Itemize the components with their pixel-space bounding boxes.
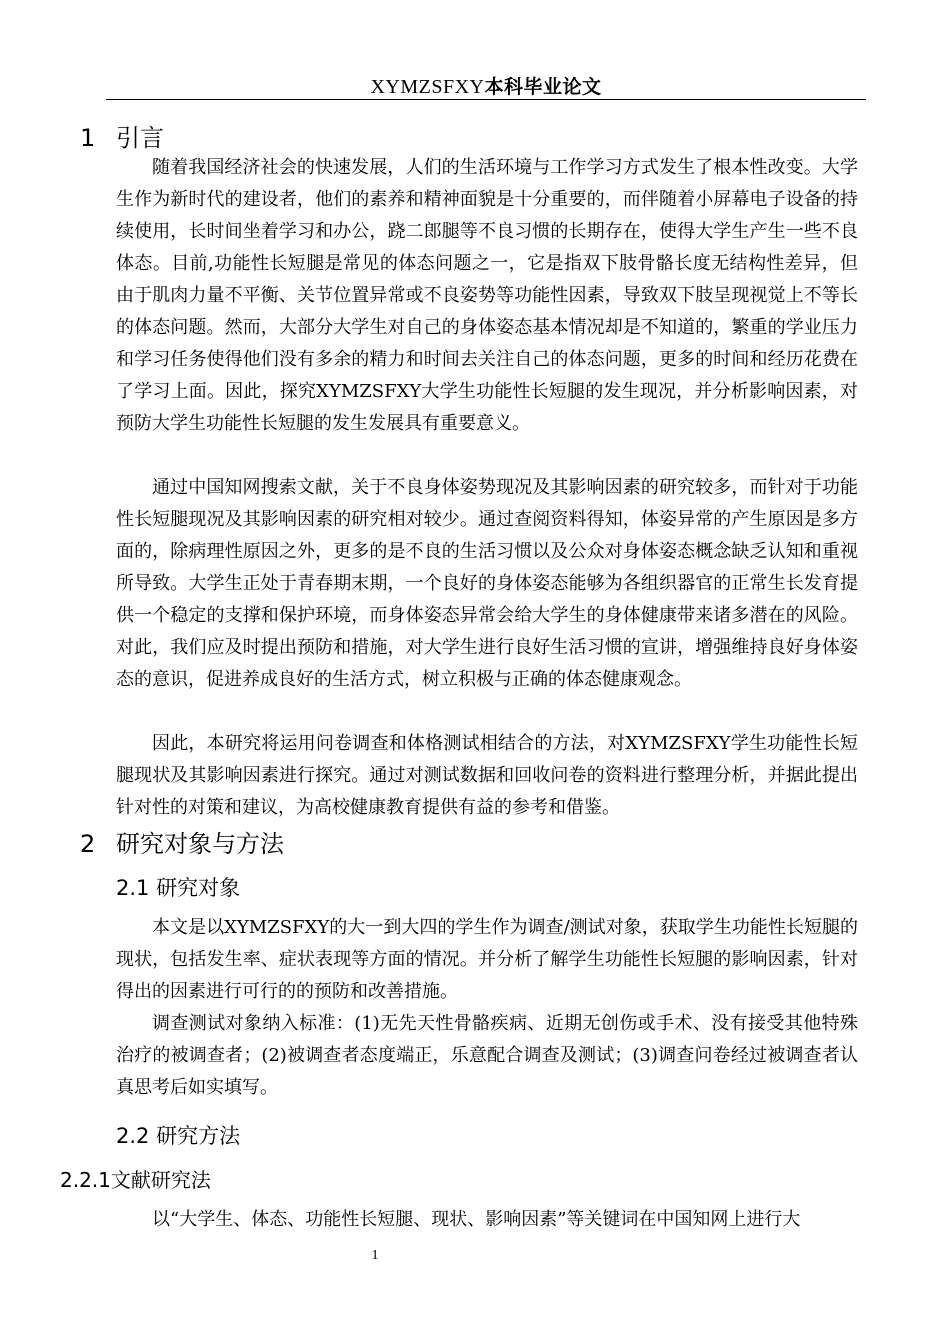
paragraph: 因此，本研究将运用问卷调查和体格测试相结合的方法，对XYMZSFXY学生功能性长短腿现状及其影响因素进行探究。通过对测试数据和回收问卷的资料进行整理分析，并据此提出针对性的对策和建议，为高校健康教育提供有益的参考和借鉴。 [116,733,858,818]
paragraph: 调查测试对象纳入标准：(1)无先天性骨骼疾病、近期无创伤或手术、没有接受其他特殊治疗的被调查者；(2)被调查者态度端正，乐意配合调查及测试；(3)调查问卷经过被调查者认真思考后如实填写。 [116,1013,858,1098]
paragraph: 以“大学生、体态、功能性长短腿、现状、影响因素”等关键词在中国知网上进行大 [152,1209,801,1230]
section-heading-1 [80,118,164,153]
section-heading-2 [80,824,284,859]
header-title: 本科毕业论文 [484,76,602,98]
page-number: 1 [371,1248,379,1263]
section-title: 引言 [116,124,164,152]
header-prefix: XYMZSFXY [370,76,485,98]
subsection-heading-2-1: 2.1 研究对象 [116,876,241,900]
subsubsection-heading-2-2-1: 2.2.1文献研究法 [60,1168,211,1192]
paragraph: 随着我国经济社会的快速发展，人们的生活环境与工作学习方式发生了根本性改变。大学生作为新时代的建设者，他们的素养和精神面貌是十分重要的，而伴随着小屏幕电子设备的持续使用，长时间坐着学习和办公，跷二郎腿等不良习惯的长期存在，使得大学生产生一些不良体态。目前,功能性长短腿是常见的体态问题之一，它是指双下肢骨骼长度无结构性差异，但由于肌肉力量不平衡、关节位置异常或不良姿势等功能性因素，导致双下肢呈现视觉上不等长的体态问题。然而，大部分大学生对自己的身体姿态基本情况却是不知道的，繁重的学业压力和学习任务使得他们没有多余的精力和时间去关注自己的体态问题，更多的时间和经历花费在了学习上面。因此，探究XYMZSFXY大学生功能性长短腿的发生现况，并分析影响因素，对预防大学生功能性长短腿的发生发展具有重要意义。 [116,157,858,434]
section-number: 1 [80,124,96,152]
header-rule [106,99,866,100]
section-title: 研究对象与方法 [116,830,284,858]
section-number: 2 [80,830,96,858]
paragraph: 本文是以XYMZSFXY的大一到大四的学生作为调查/测试对象，获取学生功能性长短腿的现状，包括发生率、症状表现等方面的情况。并分析了解学生功能性长短腿的影响因素，针对得出的因素进行可行的的预防和改善措施。 [116,917,858,1002]
page-header [106,72,866,99]
paragraph: 通过中国知网搜索文献，关于不良身体姿势现况及其影响因素的研究较多，而针对于功能性长短腿现况及其影响因素的研究相对较少。通过查阅资料得知，体姿异常的产生原因是多方面的，除病理性原因之外，更多的是不良的生活习惯以及公众对身体姿态概念缺乏认知和重视所导致。大学生正处于青春期末期，一个良好的身体姿态能够为各组织器官的正常生长发育提供一个稳定的支撑和保护环境，而身体姿态异常会给大学生的身体健康带来诸多潜在的风险。对此，我们应及时提出预防和措施，对大学生进行良好生活习惯的宣讲，增强维持良好身体姿态的意识，促进养成良好的生活方式，树立积极与正确的体态健康观念。 [116,477,858,690]
subsection-heading-2-2: 2.2 研究方法 [116,1124,241,1148]
